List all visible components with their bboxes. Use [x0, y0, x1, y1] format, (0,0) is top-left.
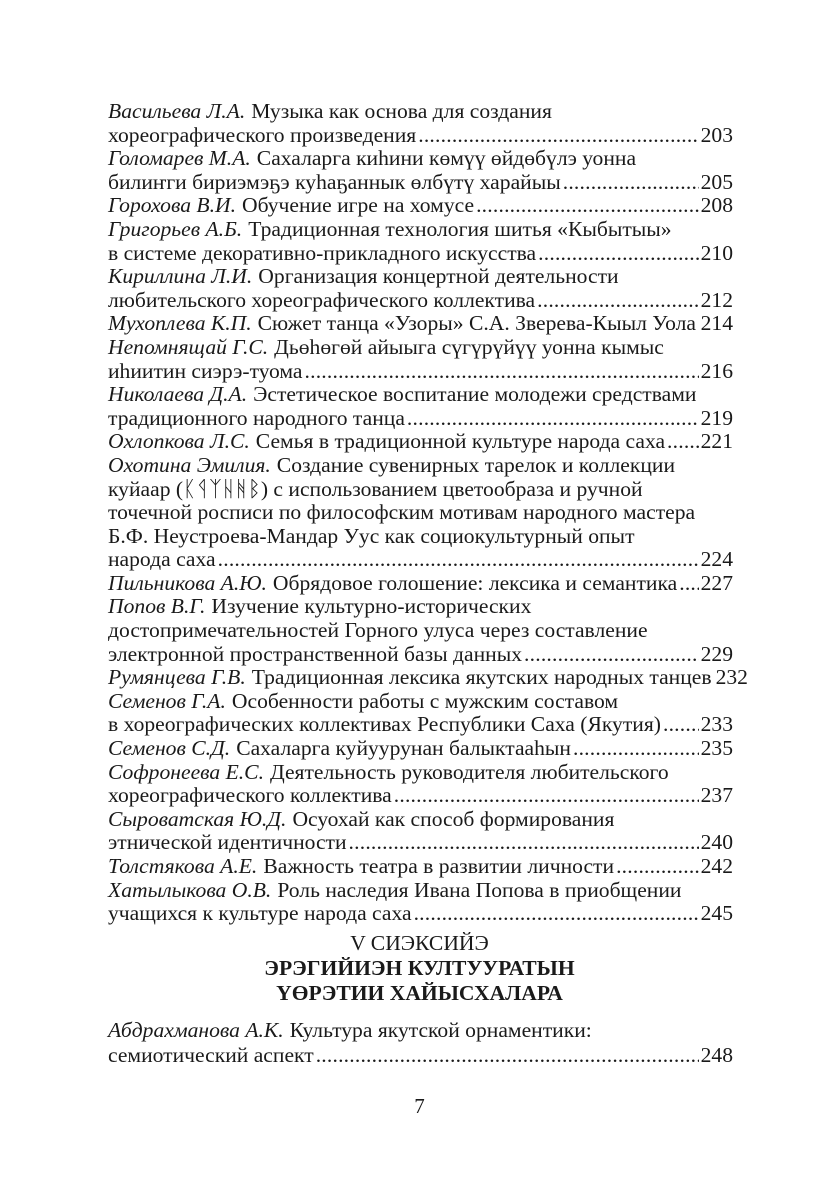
entry-title: Сюжет танца «Узоры» С.А. Зверева-Кыыл Уола [257, 311, 696, 336]
section-heading [0, 931, 839, 1006]
toc-line [108, 643, 733, 667]
entry-page-number: 233 [700, 712, 733, 737]
toc-entry [108, 430, 733, 454]
entry-author: Мухоплева К.П. [108, 311, 252, 336]
toc-line [108, 407, 733, 431]
toc-entry [108, 383, 733, 430]
entry-title: Обучение игре на хомусе [241, 193, 475, 218]
entry-title: электронной пространственной базы данных [108, 641, 523, 666]
toc-entry [108, 1018, 733, 1068]
dot-leader [407, 407, 699, 431]
entry-page-number: 232 [715, 665, 748, 690]
dot-leader [524, 643, 699, 667]
entry-title: Б.Ф. Неустроева-Мандар Уус как социокультурный опыт [108, 523, 635, 548]
entry-author: Григорьев А.Б. [108, 216, 243, 241]
toc-line [108, 383, 733, 407]
toc-line [108, 808, 733, 832]
entry-title: иһиитин сиэрэ-туома [108, 358, 303, 383]
toc-line [108, 312, 733, 336]
entry-page-number: 240 [700, 830, 733, 855]
entry-title: Сахаларга куйуурунан балыктааһын [236, 736, 571, 761]
toc-line [108, 124, 733, 148]
entry-page-number: 210 [700, 240, 733, 265]
entry-author: Софронеева Е.С. [108, 759, 264, 784]
entry-page-number: 224 [700, 547, 733, 572]
dot-leader [663, 713, 699, 737]
dot-leader [394, 784, 699, 808]
toc-line [108, 855, 733, 879]
entry-title: Дьөһөгөй айыыга сүгүрүйүү уонна кымыс [274, 334, 664, 359]
entry-title: семиотический аспект [108, 1043, 314, 1067]
toc-line [108, 619, 733, 643]
toc-line [108, 595, 733, 619]
toc-entry [108, 737, 733, 761]
toc-entry [108, 147, 733, 194]
toc-line [108, 336, 733, 360]
entry-page-number: 221 [700, 429, 733, 454]
entry-author: Охлопкова Л.С. [108, 429, 250, 454]
entry-title: Важность театра в развитии личности [263, 854, 615, 878]
section-title-line-2: ҮӨРЭТИИ ХАЙЫСХАЛАРА [276, 981, 563, 1005]
entry-author: Румянцева Г.В. [108, 665, 246, 690]
toc-line [108, 665, 748, 690]
entry-page-number: 216 [700, 358, 733, 383]
dot-leader [616, 855, 699, 879]
toc-line [108, 289, 733, 313]
entry-title: Эстетическое воспитание молодежи средствами [253, 382, 697, 407]
entry-author: Семенов Г.А. [108, 688, 226, 713]
entry-title: Традиционная технология шитья «Кыбытыы» [248, 216, 672, 241]
entry-title: достопримечательностей Горного улуса через составление [108, 618, 648, 643]
toc-entry [108, 690, 733, 737]
entry-title: Сахаларга киһини көмүү өйдөбүлэ уонна [256, 146, 637, 171]
entry-author: Хатылыкова О.В. [108, 877, 272, 902]
entry-page-number: 205 [700, 169, 733, 194]
entry-title: Организация концертной деятельности [258, 264, 619, 289]
entry-author: Сыроватская Ю.Д. [108, 806, 287, 831]
toc-line [108, 548, 733, 572]
toc-line [108, 218, 733, 242]
dot-leader [538, 242, 698, 266]
toc-entry [108, 572, 733, 596]
entry-title: Традиционная лексика якутских народных танцев [251, 665, 712, 690]
entry-title: в хореографических коллективах Республики Саха (Якутия) [108, 712, 661, 737]
toc-line [108, 572, 733, 596]
toc-entry [108, 100, 733, 147]
entry-page-number: 245 [700, 901, 733, 926]
entry-page-number: 219 [700, 405, 733, 430]
section-number: V СИЭКСИЙЭ [350, 931, 489, 955]
entry-author: Толстякова А.Е. [108, 854, 258, 878]
toc-entry [108, 218, 733, 265]
dot-leader [305, 360, 699, 384]
toc-line [108, 171, 733, 195]
entry-title: Культура якутской орнаментики: [289, 1018, 592, 1042]
entry-title: любительского хореографического коллектива [108, 287, 536, 312]
toc-line [108, 879, 733, 903]
entry-title: билиҥги бириэмэҕэ куһаҕаннык өлбүтү харайыы [108, 169, 561, 194]
entry-title: в системе декоративно-прикладного искусства [108, 240, 537, 265]
entry-author: Николаева Д.А. [108, 382, 248, 407]
entry-author: Голомарев М.А. [108, 146, 251, 171]
dot-leader [218, 548, 699, 572]
entry-title: Обрядовое голошение: лексика и семантика [272, 570, 678, 595]
entry-page-number: 212 [700, 287, 733, 312]
toc-entry [108, 312, 733, 336]
entry-author: Абдрахманова А.К. [108, 1018, 284, 1042]
toc-line [108, 501, 733, 525]
toc-line [108, 478, 733, 502]
toc-line [108, 194, 733, 218]
dot-leader [414, 902, 699, 926]
toc-entry [108, 595, 733, 666]
toc-line [108, 147, 733, 171]
entry-title: Осуохай как способ формирования [292, 806, 615, 831]
entry-title: Изучение культурно-исторических [211, 594, 532, 619]
dot-leader [537, 289, 698, 313]
dot-leader [667, 430, 699, 454]
table-of-contents [108, 99, 748, 926]
toc-line [108, 713, 733, 737]
toc-line [108, 690, 733, 714]
entry-title: хореографического коллектива [108, 783, 392, 808]
toc-line [108, 454, 733, 478]
toc-entry [108, 879, 733, 926]
dot-leader [573, 737, 699, 761]
entry-page-number: 227 [700, 570, 733, 595]
toc-entry [108, 454, 733, 572]
entry-page-number: 229 [700, 641, 733, 666]
entry-title: Деятельность руководителя любительского [269, 759, 669, 784]
dot-leader [349, 831, 699, 855]
dot-leader [418, 124, 698, 148]
entry-author: Горохова В.И. [108, 193, 236, 218]
entry-page-number: 214 [700, 311, 733, 336]
entry-author: Попов В.Г. [108, 594, 206, 619]
entry-author: Охотина Эмилия. [108, 452, 271, 477]
page-number: 7 [414, 1094, 425, 1118]
entry-author: Васильева Л.А. [108, 99, 246, 123]
dot-leader [476, 194, 699, 218]
toc-line [108, 831, 733, 855]
toc-entry [108, 265, 733, 312]
toc-line [108, 430, 733, 454]
entry-page-number: 203 [700, 122, 733, 147]
entry-title: куйаар (ᛕᛩᛉᚺᚻᛒ) с использованием цветообраза и ручной [108, 476, 643, 501]
toc-line [108, 360, 733, 384]
toc-line [108, 1018, 733, 1043]
entry-author: Семенов С.Д. [108, 736, 231, 761]
toc-line [108, 100, 733, 124]
entry-title: точечной росписи по философским мотивам народного мастера [108, 500, 696, 525]
entry-title: этнической идентичности [108, 830, 347, 855]
entry-title: Музыка как основа для создания [251, 99, 552, 123]
entry-page-number: 235 [700, 736, 733, 761]
dot-leader [563, 171, 699, 195]
entry-page-number: 208 [700, 193, 733, 218]
entry-page-number: 248 [700, 1043, 733, 1067]
toc-line [108, 902, 733, 926]
dot-leader [698, 312, 699, 336]
section-title-line-1: ЭРЭГИЙИЭН КУЛТУУРАТЫН [264, 956, 575, 980]
toc-line [108, 1043, 733, 1068]
entry-author: Кириллина Л.И. [108, 264, 253, 289]
toc-entry [108, 855, 733, 879]
toc-entry [108, 761, 733, 808]
entry-title: Семья в традиционной культуре народа саха [255, 429, 666, 454]
entry-page-number: 237 [700, 783, 733, 808]
toc-entry [108, 808, 733, 855]
entry-title: традиционного народного танца [108, 405, 405, 430]
toc-line [108, 761, 733, 785]
toc-line [108, 784, 733, 808]
toc-line [108, 737, 733, 761]
section-table-of-contents [108, 1018, 733, 1068]
dot-leader [316, 1043, 699, 1068]
toc-line [108, 242, 733, 266]
entry-author: Непомнящай Г.С. [108, 334, 269, 359]
toc-line [108, 525, 733, 549]
entry-title: Особенности работы с мужским составом [231, 688, 619, 713]
toc-entry [108, 194, 733, 218]
toc-entry [108, 665, 748, 690]
entry-title: Роль наследия Ивана Попова в приобщении [277, 877, 682, 902]
entry-title: учащихся к культуре народа саха [108, 901, 412, 926]
entry-title: хореографического произведения [108, 122, 417, 147]
entry-page-number: 242 [700, 854, 733, 878]
entry-author: Пильникова А.Ю. [108, 570, 267, 595]
entry-title: Создание сувенирных тарелок и коллекции [276, 452, 676, 477]
dot-leader [679, 572, 698, 596]
toc-line [108, 265, 733, 289]
toc-entry [108, 336, 733, 383]
entry-title: народа саха [108, 547, 216, 572]
